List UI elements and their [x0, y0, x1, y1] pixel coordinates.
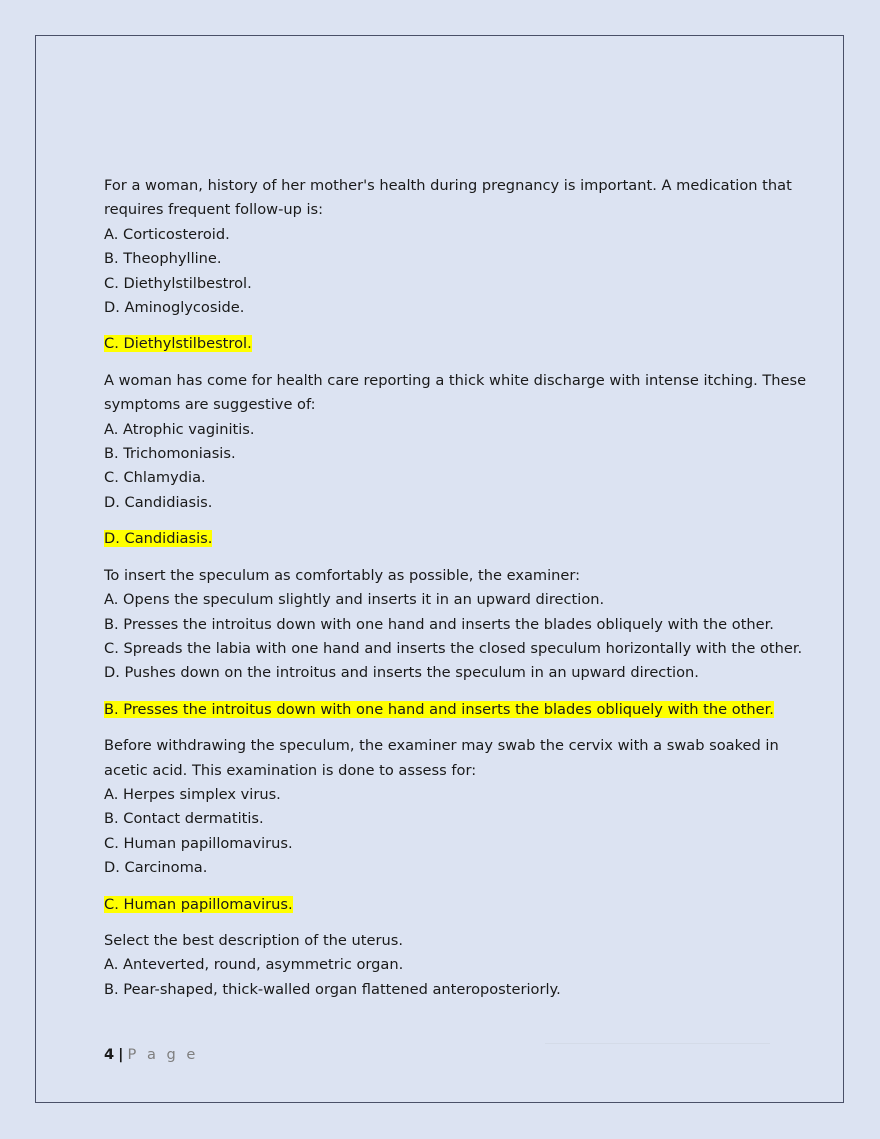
page-content	[104, 174, 807, 1002]
option-d: D. Pushes down on the introitus and inserts the speculum in an upward direction.	[104, 664, 699, 682]
option-b: B. Trichomoniasis.	[104, 445, 236, 463]
option-b: B. Presses the introitus down with one hand and inserts the blades obliquely with the other.	[104, 615, 774, 633]
answer-1	[104, 332, 784, 356]
question-stem-line: requires frequent follow-up is:	[104, 201, 324, 219]
option-c: C. Chlamydia.	[104, 469, 206, 487]
option-b: B. Pear-shaped, thick-walled organ flattened anteroposteriorly.	[104, 980, 561, 998]
question-stem-line: Before withdrawing the speculum, the examiner may swab the cervix with a swab soaked in	[104, 737, 779, 755]
question-2	[104, 369, 807, 515]
answer-2	[104, 527, 784, 551]
question-4	[104, 734, 784, 880]
option-d: D. Candidiasis.	[104, 493, 213, 511]
question-stem-line: symptoms are suggestive of:	[104, 396, 316, 414]
option-a: A. Corticosteroid.	[104, 225, 230, 243]
option-d: D. Aminoglycoside.	[104, 299, 245, 317]
option-a: A. Anteverted, round, asymmetric organ.	[104, 956, 404, 974]
question-stem-line: Select the best description of the uterus.	[104, 931, 403, 949]
option-a: A. Opens the speculum slightly and inserts it in an upward direction.	[104, 591, 605, 609]
option-c: C. Human papillomavirus.	[104, 834, 293, 852]
answer-4	[104, 893, 784, 917]
highlighted-answer: C. Human papillomavirus.	[104, 895, 293, 913]
question-stem-line: acetic acid. This examination is done to assess for:	[104, 761, 477, 779]
option-c: C. Diethylstilbestrol.	[104, 274, 252, 292]
question-stem-line: To insert the speculum as comfortably as possible, the examiner:	[104, 566, 581, 584]
question-3	[104, 564, 803, 686]
question-5	[104, 929, 784, 1002]
option-c: C. Spreads the labia with one hand and inserts the closed speculum horizontally with the other.	[104, 639, 803, 657]
footer-divider	[545, 1043, 770, 1044]
page-label: P a g e	[127, 1046, 199, 1063]
option-a: A. Atrophic vaginitis.	[104, 420, 255, 438]
option-b: B. Theophylline.	[104, 250, 222, 268]
question-stem-line: A woman has come for health care reporting a thick white discharge with intense itching. These	[104, 371, 807, 389]
page-footer	[104, 1046, 198, 1063]
page-number: 4	[104, 1046, 115, 1063]
highlighted-answer: B. Presses the introitus down with one hand and inserts the blades obliquely with the other.	[104, 700, 774, 718]
highlighted-answer: D. Candidiasis.	[104, 530, 213, 548]
option-a: A. Herpes simplex virus.	[104, 785, 281, 803]
question-stem-line: For a woman, history of her mother's health during pregnancy is important. A medication that	[104, 177, 792, 194]
footer-separator: |	[118, 1046, 124, 1063]
answer-3	[104, 698, 784, 722]
highlighted-answer: C. Diethylstilbestrol.	[104, 335, 252, 353]
option-b: B. Contact dermatitis.	[104, 810, 264, 828]
option-d: D. Carcinoma.	[104, 859, 208, 877]
question-1	[104, 174, 792, 320]
